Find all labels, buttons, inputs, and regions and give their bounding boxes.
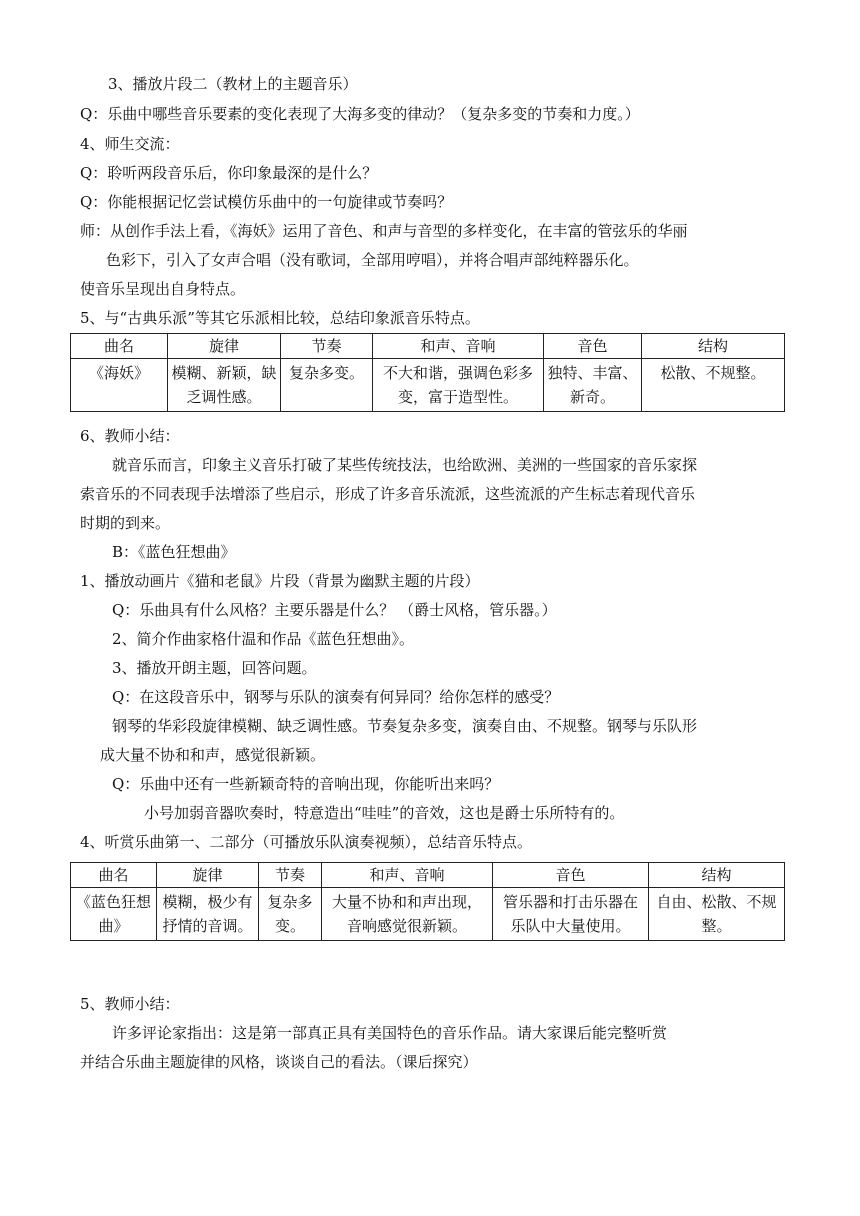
table-cell: 独特、丰富、新奇。 xyxy=(544,359,642,412)
table-header-cell: 音色 xyxy=(544,334,642,359)
text-line: Q：乐曲中还有一些新颖奇特的音响出现，你能听出来吗？ xyxy=(112,775,500,793)
table-header-cell: 曲名 xyxy=(71,334,168,359)
table-cell: 《海妖》 xyxy=(71,359,168,412)
text-line: 3、播放片段二（教材上的主题音乐） xyxy=(108,75,358,93)
text-line: 就音乐而言，印象主义音乐打破了某些传统技法，也给欧洲、美洲的一些国家的音乐家探 xyxy=(112,456,698,474)
table-header-row xyxy=(71,334,785,359)
table-header-cell: 结构 xyxy=(642,334,785,359)
table-row xyxy=(71,359,785,412)
table-header-row xyxy=(71,863,785,888)
text-line: 小号加弱音器吹奏时，特意造出“哇哇”的音效，这也是爵士乐所特有的。 xyxy=(144,804,625,822)
text-line: Q：聆听两段音乐后，你印象最深的是什么？ xyxy=(80,164,378,182)
table-cell: 模糊，极少有抒情的音调。 xyxy=(157,888,259,941)
text-line: 1、播放动画片《猫和老鼠》片段（背景为幽默主题的片段） xyxy=(80,572,480,590)
table-header-cell: 节奏 xyxy=(259,863,322,888)
table-haiyao xyxy=(70,333,785,412)
text-line: 并结合乐曲主题旋律的风格，谈谈自己的看法。（课后探究） xyxy=(80,1053,478,1071)
text-line: Q：乐曲具有什么风格？主要乐器是什么？ （爵士风格，管乐器。） xyxy=(112,601,557,619)
text-line: 许多评论家指出：这是第一部真正具有美国特色的音乐作品。请大家课后能完整听赏 xyxy=(112,1024,668,1042)
text-line: 索音乐的不同表现手法增添了些启示，形成了许多音乐流派，这些流派的产生标志着现代音乐 xyxy=(80,485,696,503)
table-cell: 松散、不规整。 xyxy=(642,359,785,412)
table-header-cell: 结构 xyxy=(649,863,785,888)
text-line: 2、简介作曲家格什温和作品《蓝色狂想曲》。 xyxy=(112,630,415,648)
text-line: Q：乐曲中哪些音乐要素的变化表现了大海多变的律动？（复杂多变的节奏和力度。） xyxy=(80,105,640,123)
text-line: 5、教师小结： xyxy=(80,995,180,1013)
table-cell: 模糊、新颖，缺乏调性感。 xyxy=(168,359,281,412)
text-line: Q：你能根据记忆尝试模仿乐曲中的一句旋律或节奏吗？ xyxy=(80,193,453,211)
text-line: Q：在这段音乐中，钢琴与乐队的演奏有何异同？给你怎样的感受？ xyxy=(112,688,560,706)
table-header-cell: 曲名 xyxy=(71,863,157,888)
table-cell: 复杂多变。 xyxy=(259,888,322,941)
table-header-cell: 旋律 xyxy=(168,334,281,359)
text-line: 5、与“古典乐派”等其它乐派相比较，总结印象派音乐特点。 xyxy=(80,309,480,327)
text-line: 时期的到来。 xyxy=(80,514,171,532)
text-line: 4、师生交流： xyxy=(80,135,180,153)
table-rhapsody xyxy=(70,862,785,941)
table-header-cell: 音色 xyxy=(493,863,649,888)
table-cell: 管乐器和打击乐器在乐队中大量使用。 xyxy=(493,888,649,941)
table-cell: 自由、松散、不规整。 xyxy=(649,888,785,941)
table-header-cell: 旋律 xyxy=(157,863,259,888)
section-heading: B：《蓝色狂想曲》 xyxy=(112,543,236,561)
table-header-cell: 和声、音响 xyxy=(322,863,493,888)
table-cell: 复杂多变。 xyxy=(281,359,373,412)
table-header-cell: 和声、音响 xyxy=(373,334,544,359)
table-cell: 不大和谐，强调色彩多变，富于造型性。 xyxy=(373,359,544,412)
table-header-cell: 节奏 xyxy=(281,334,373,359)
table-cell: 大量不协和和声出现，音响感觉很新颖。 xyxy=(322,888,493,941)
text-line: 色彩下，引入了女声合唱（没有歌词，全部用哼唱），并将合唱声部纯粹器乐化。 xyxy=(106,251,639,269)
table-cell: 《蓝色狂想曲》 xyxy=(71,888,157,941)
text-line: 6、教师小结： xyxy=(80,427,180,445)
table-row xyxy=(71,888,785,941)
text-line: 3、播放开朗主题，回答问题。 xyxy=(112,659,317,677)
text-line: 4、听赏乐曲第一、二部分（可播放乐队演奏视频），总结音乐特点。 xyxy=(80,833,533,851)
text-line: 钢琴的华彩段旋律模糊、缺乏调性感。节奏复杂多变，演奏自由、不规整。钢琴与乐队形 xyxy=(112,717,698,735)
text-line: 成大量不协和和声，感觉很新颖。 xyxy=(100,746,326,764)
text-line: 师：从创作手法上看，《海妖》运用了音色、和声与音型的多样变化，在丰富的管弦乐的华丽 xyxy=(80,222,688,240)
text-line: 使音乐呈现出自身特点。 xyxy=(80,280,246,298)
